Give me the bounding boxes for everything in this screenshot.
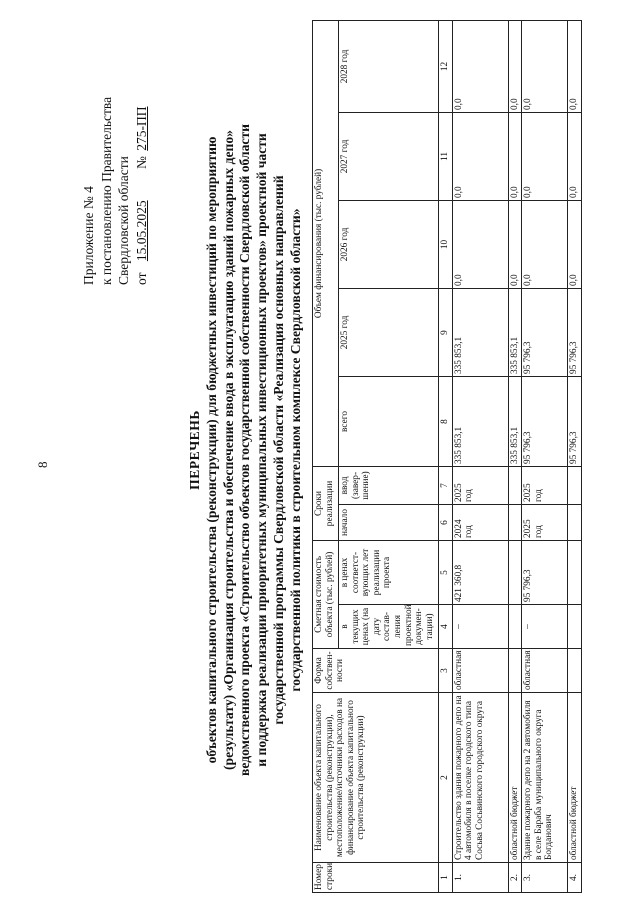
header-object-name: Наименование объекта капитального строительства (реконструкции), местоположение/источники расходов на финансирование объекта капитального строительства (реконструкции) (313, 693, 439, 863)
title-line-5: государственной программы Свердловской области «Реализация основных направлений (270, 175, 286, 725)
cost-period: 95 796,3 (522, 540, 568, 604)
cost-period (508, 540, 522, 604)
index-cell: 3 (439, 649, 453, 693)
row-number: 2. (508, 863, 522, 893)
header-terms: Сроки реализации (313, 466, 339, 540)
end-year (568, 466, 582, 504)
column-index-row (439, 20, 453, 892)
header-commissioning: ввод (завер-шение) (339, 466, 439, 504)
cost-current (568, 605, 582, 649)
amount-2027: 0,0 (508, 112, 522, 200)
index-cell: 9 (439, 288, 453, 376)
header-2025: 2025 год (339, 288, 439, 376)
header-total: всего (339, 376, 439, 466)
title-line-3: ведомственного проекта «Строительство объектов государственной собственности Свердловской области (237, 124, 253, 776)
header-2028: 2028 год (339, 20, 439, 112)
header-row-number: Номер строки (313, 863, 439, 893)
row-number: 4. (568, 863, 582, 893)
decree-date: 15.05.2025 (133, 200, 149, 262)
object-name: Здание пожарного депо на 2 автомобиля в селе Бараба муниципального округа Богданович (522, 693, 568, 863)
end-year: 2025 год (522, 466, 568, 504)
title-line-4: и поддержка реализации приоритетных муниципальных инвестиционных проектов» проектной части (254, 133, 270, 767)
end-year: 2025 год (452, 466, 508, 504)
start-year (508, 504, 522, 540)
index-cell: 1 (439, 863, 453, 893)
amount-2026: 0,0 (568, 200, 582, 288)
amount-2025: 95 796,3 (568, 288, 582, 376)
amount-2028: 0,0 (452, 20, 508, 112)
title-line-6: государственной политики в строительном комплексе Свердловской области» (287, 208, 303, 692)
amount-2026: 0,0 (452, 200, 508, 288)
amount-2028: 0,0 (522, 20, 568, 112)
ownership (508, 649, 522, 693)
index-cell: 12 (439, 20, 453, 112)
amount-2027: 0,0 (522, 112, 568, 200)
end-year (508, 466, 522, 504)
header-estimated-cost: Сметная стоимость объекта (тыс. рублей) (313, 540, 339, 648)
index-cell: 4 (439, 605, 453, 649)
document-title (187, 55, 305, 845)
appendix-line-3: Свердловской области (116, 156, 131, 285)
cost-current: – (522, 605, 568, 649)
header-2026: 2026 год (339, 200, 439, 288)
object-name: областной бюджет (508, 693, 522, 863)
from-label: от (133, 272, 149, 285)
cost-period (568, 540, 582, 604)
appendix-line-1: Приложение № 4 (81, 186, 96, 285)
amount-2025: 335 853,1 (508, 288, 522, 376)
total: 95 796,3 (568, 376, 582, 466)
cost-current: – (452, 605, 508, 649)
page-number: 8 (35, 461, 50, 468)
amount-2026: 0,0 (522, 200, 568, 288)
total: 335 853,1 (508, 376, 522, 466)
ownership (568, 649, 582, 693)
table-row (508, 20, 522, 892)
header-cost-current: в текущих ценах (на дату состав-ления проектной докумен-тации) (339, 605, 439, 649)
title-line-1: объектов капитального строительства (реконструкции) для бюджетных инвестиций по мероприятию (203, 136, 219, 764)
number-label: № (133, 156, 149, 170)
appendix-block (80, 97, 150, 285)
cost-current (508, 605, 522, 649)
table-row (452, 20, 508, 892)
total: 335 853,1 (452, 376, 508, 466)
start-year (568, 504, 582, 540)
index-cell: 5 (439, 540, 453, 604)
ownership: областная (522, 649, 568, 693)
amount-2027: 0,0 (568, 112, 582, 200)
decree-number: 275-ПП (133, 106, 149, 151)
total: 95 796,3 (522, 376, 568, 466)
header-2027: 2027 год (339, 112, 439, 200)
row-number: 1. (452, 863, 508, 893)
amount-2028: 0,0 (508, 20, 522, 112)
object-name: областной бюджет (568, 693, 582, 863)
index-cell: 10 (439, 200, 453, 288)
start-year: 2024 год (452, 504, 508, 540)
index-cell: 7 (439, 466, 453, 504)
row-number: 3. (522, 863, 568, 893)
index-cell: 2 (439, 693, 453, 863)
title-line-2: (результату) «Организация строительства и обеспечение ввода в эксплуатацию зданий пожарных депо» (220, 130, 236, 770)
table-row (568, 20, 582, 892)
appendix-line-2: к постановлению Правительства (98, 96, 114, 285)
header-financing: Объем финансирования (тыс. рублей) (313, 20, 339, 466)
index-cell: 8 (439, 376, 453, 466)
appendix-date-line (133, 97, 151, 285)
index-cell: 11 (439, 112, 453, 200)
title-heading: ПЕРЕЧЕНЬ (187, 410, 202, 490)
header-ownership: Форма собствен-ности (313, 649, 439, 693)
index-cell: 6 (439, 504, 453, 540)
header-cost-period: в ценах соответст-вующих лет реализации проекта (339, 540, 439, 604)
table-row (522, 20, 568, 892)
amount-2027: 0,0 (452, 112, 508, 200)
amount-2025: 335 853,1 (452, 288, 508, 376)
cost-period: 421 360,8 (452, 540, 508, 604)
start-year: 2025 год (522, 504, 568, 540)
ownership: областная (452, 649, 508, 693)
amount-2025: 95 796,3 (522, 288, 568, 376)
object-name: Строительство здания пожарного депо на 4 автомобиля в поселке городского типа Сосьва Сосьвинского городского округа (452, 693, 508, 863)
investment-table (312, 20, 582, 893)
amount-2028: 0,0 (568, 20, 582, 112)
header-start: начало (339, 504, 439, 540)
amount-2026: 0,0 (508, 200, 522, 288)
